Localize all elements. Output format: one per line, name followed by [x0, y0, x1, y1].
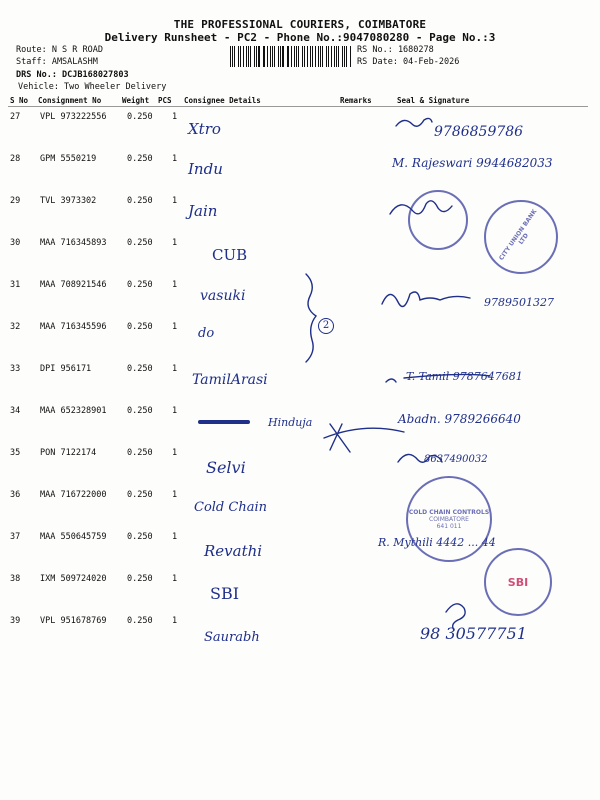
- row-pcs: 1: [172, 364, 178, 374]
- row-pcs: 1: [172, 532, 178, 542]
- row-pcs: 1: [172, 112, 178, 122]
- vehicle-label: Vehicle: Two Wheeler Delivery: [18, 82, 167, 92]
- row-consignment: TVL 3973302: [40, 196, 97, 206]
- col-pcs: PCS: [158, 96, 172, 105]
- runsheet-subtitle: Delivery Runsheet - PC2 - Phone No.:9047080280 - Page No.:3: [104, 31, 496, 44]
- row-consignee: Indu: [188, 160, 223, 178]
- cold-chain-stamp-name: COLD CHAIN CONTROLS: [408, 508, 490, 516]
- row-consignee: Hinduja: [268, 416, 313, 429]
- rs-date: RS Date: 04-Feb-2026: [357, 57, 460, 67]
- row-consignment: DPI 956171: [40, 364, 92, 374]
- row-consignee: Saurabh: [204, 630, 260, 645]
- row-sno: 32: [10, 322, 21, 332]
- row-consignee: SBI: [210, 584, 240, 603]
- row-consignment: MAA 716345893: [40, 238, 107, 248]
- row-weight: 0.250: [127, 616, 153, 626]
- row-sno: 33: [10, 364, 21, 374]
- rs-number: RS No.: 1680278: [357, 45, 434, 55]
- row-consignment: MAA 550645759: [40, 532, 107, 542]
- row-consignee: TamilArasi: [192, 372, 268, 388]
- row-sno: 36: [10, 490, 21, 500]
- row-sno: 30: [10, 238, 21, 248]
- row-sno: 27: [10, 112, 21, 122]
- drs-number: DRS No.: DCJB168027803: [16, 70, 129, 80]
- row-sno: 34: [10, 406, 21, 416]
- row-signature: 9786859786: [434, 124, 524, 140]
- cross-arrow-line-2: [330, 424, 350, 452]
- row-sno: 35: [10, 448, 21, 458]
- row-sno: 37: [10, 532, 21, 542]
- row-consignee: CUB: [212, 246, 248, 264]
- row-sno: 29: [10, 196, 21, 206]
- row-pcs: 1: [172, 280, 178, 290]
- row-weight: 0.250: [127, 364, 153, 374]
- row-signature: 9789501327: [484, 296, 554, 309]
- row-signature: T. Tamil 9787647681: [406, 370, 523, 383]
- row-signature: M. Rajeswari 9944682033: [392, 156, 553, 170]
- row-weight: 0.250: [127, 490, 153, 500]
- row-weight: 0.250: [127, 238, 153, 248]
- row-signature: R. Mythili 4442 ... 44: [378, 536, 496, 549]
- company-title: THE PROFESSIONAL COURIERS, COIMBATORE: [173, 18, 427, 31]
- row-weight: 0.250: [127, 448, 153, 458]
- row-weight: 0.250: [127, 574, 153, 584]
- row-consignee: Revathi: [204, 542, 263, 560]
- row-consignee: vasuki: [200, 288, 246, 304]
- row-consignment: MAA 716722000: [40, 490, 107, 500]
- row-weight: 0.250: [127, 532, 153, 542]
- col-seal-signature: Seal & Signature: [397, 96, 470, 105]
- row-pcs: 1: [172, 406, 178, 416]
- row-pcs: 1: [172, 490, 178, 500]
- row-consignment: MAA 708921546: [40, 280, 107, 290]
- sbi-stamp-text: SBI: [507, 575, 529, 589]
- signature-scribble-33: [386, 374, 490, 382]
- row-sno: 31: [10, 280, 21, 290]
- row-consignment: IXM 509724020: [40, 574, 107, 584]
- signature-scribble-35: [398, 454, 442, 462]
- row-weight: 0.250: [127, 154, 153, 164]
- row-sno: 38: [10, 574, 21, 584]
- row-pcs: 1: [172, 574, 178, 584]
- row-consignee: Xtro: [188, 120, 221, 138]
- staff-label: Staff: AMSALASHM: [16, 57, 98, 67]
- row-weight: 0.250: [127, 196, 153, 206]
- row-consignment: MAA 652328901: [40, 406, 107, 416]
- row-weight: 0.250: [127, 280, 153, 290]
- row-pcs: 1: [172, 238, 178, 248]
- route-label: Route: N S R ROAD: [16, 45, 103, 55]
- row-weight: 0.250: [127, 112, 153, 122]
- cold-chain-stamp-pin: 641 011: [436, 522, 462, 530]
- row-signature: Abadn. 9789266640: [398, 412, 521, 426]
- col-remarks: Remarks: [340, 96, 372, 105]
- signature-scribble-27: [396, 118, 432, 126]
- row-pcs: 1: [172, 196, 178, 206]
- col-consignment: Consignment No: [38, 96, 102, 105]
- row-consignment: GPM 5550219: [40, 154, 97, 164]
- bracket-note: 2: [318, 318, 334, 334]
- col-weight: Weight: [122, 96, 150, 105]
- row-consignee: Selvi: [206, 458, 246, 477]
- row-signature: 8637490032: [424, 454, 488, 465]
- row-weight: 0.250: [127, 406, 153, 416]
- row-consignment: PON 7122174: [40, 448, 97, 458]
- signature-scribble-29: [390, 201, 452, 214]
- row-sno: 39: [10, 616, 21, 626]
- row-pcs: 1: [172, 154, 178, 164]
- row-consignment: VPL 973222556: [40, 112, 107, 122]
- row-pcs: 1: [172, 448, 178, 458]
- row-consignment: MAA 716345596: [40, 322, 107, 332]
- signature-scribble-39: [446, 604, 465, 630]
- signature-scribble-31: [382, 292, 470, 307]
- row-consignee: Jain: [188, 202, 218, 220]
- row-consignee: do: [198, 326, 215, 341]
- city-union-bank-stamp-text: CITY UNION BANK LTD: [497, 208, 539, 262]
- row-pcs: 1: [172, 322, 178, 332]
- col-consignee: Consignee Details: [184, 96, 261, 105]
- col-sno: S No: [10, 96, 29, 105]
- row-pcs: 1: [172, 616, 178, 626]
- row-consignee: Cold Chain: [194, 500, 267, 515]
- cold-chain-stamp-city: COIMBATORE: [429, 515, 469, 523]
- row-sno: 28: [10, 154, 21, 164]
- row-signature: 98 30577751: [420, 624, 527, 643]
- row-weight: 0.250: [127, 322, 153, 332]
- bracket-curve: [306, 274, 316, 362]
- row-consignment: VPL 951678769: [40, 616, 107, 626]
